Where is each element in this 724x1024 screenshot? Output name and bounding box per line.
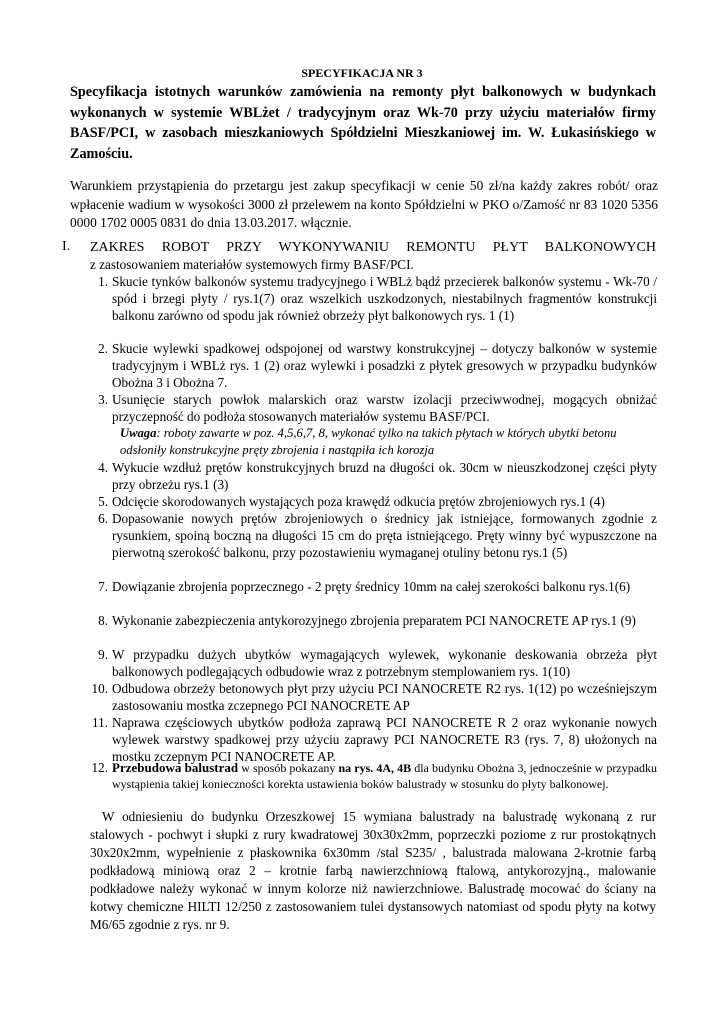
spec-number: SPECYFIKACJA NR 3 [301, 66, 423, 80]
list-item [70, 714, 657, 765]
list-item [70, 340, 657, 391]
item-text-rest: dla budynku Obożna 3, jednocześnie w przypadku wystąpienia takiej konieczności korekta ustawienia boków balustrady w stosunku do płyty balkonowej. [112, 761, 658, 791]
item-number: 9. [98, 647, 108, 662]
item-number: 1. [98, 274, 108, 289]
list-item [70, 680, 657, 714]
note [120, 425, 640, 458]
item-text: W przypadku dużych ubytków wymagających wylewek, wykonanie deskowania obrzeża płyt balkonowych podlegających odbudowie wraz z potrzebnym stemplowaniem rys. 1(10) [112, 647, 657, 679]
item-text: Wykonanie zabezpieczenia antykorozyjnego zbrojenia preparatem PCI NANOCRETE AP rys.1 (9) [112, 613, 636, 628]
list-item [70, 612, 657, 629]
list-item [70, 646, 657, 680]
item-number: 8. [98, 613, 108, 628]
document-title: Specyfikacja istotnych warunków zamówienia na remonty płyt balkonowych w budynkach wykonanych w systemie WBLżet / tradycyjnym oraz Wk-70 przy użyciu materiałów firmy BASF/PCI, w zasobach mieszkaniowych Spółdzielni Mieszkaniowej im. W. Łukasińskiego w Zamościu. [70, 84, 656, 162]
item-text: Skucie tynków balkonów systemu tradycyjnego i WBLż bądź przecierek balkonów systemu - Wk-70 / spód i brzegi płyty / rys.1(7) oraz wszelkich uszkodzonych, niestabilnych fragmentów konstrukcji balkonu zarówno od spodu jak również obrzeży płyt balkonowych rys. 1 (1) [112, 274, 657, 323]
section-subtitle: z zastosowaniem materiałów systemowych firmy BASF/PCI. [90, 257, 414, 272]
list-item [70, 459, 657, 493]
list-item [70, 760, 657, 792]
item-text: Wykucie wzdłuż prętów konstrukcyjnych bruzd na długości ok. 30cm w nieuszkodzonej części płyty przy obrzeżu rys.1 (3) [112, 460, 657, 492]
list-item [70, 493, 657, 510]
item-text: Odbudowa obrzeży betonowych płyt przy użyciu PCI NANOCRETE R2 rys. 1(12) po wcześniejszym zastosowaniu mostka zczepnego PCI NANOCRETE AP [112, 681, 657, 713]
list-item [70, 273, 657, 324]
item-text: Dowiązanie zbrojenia poprzecznego - 2 pręty średnicy 10mm na całej szerokości balkonu rys.1(6) [112, 579, 631, 594]
intro-paragraph: Warunkiem przystąpienia do przetargu jest zakup specyfikacji w cenie 50 zł/na każdy zakres robót/ oraz wpłacenie wadium w wysokości 3000 zł przelewem na konto Spółdzielni w PKO o/Zamość nr 83 1020 5356 0000 1702 0005 0831 do dnia 13.03.2017. włącznie. [70, 178, 658, 231]
item-number: 10. [91, 681, 108, 696]
item-bold-lead: Przebudowa balustrad [112, 760, 239, 775]
list-item [70, 391, 657, 425]
balustrade-paragraph [90, 808, 656, 934]
item-text: Skucie wylewki spadkowej odspojonej od warstwy konstrukcyjnej – dotyczy balkonów w systemie tradycyjnym i WBLż rys. 1 (2) oraz wylewki i posadzki z płytek gresowych w przypadku budynków Obożna 3 i Obożna 7. [112, 341, 657, 390]
list-item [70, 578, 657, 595]
section-number: I. [62, 239, 71, 254]
list-item [70, 510, 657, 561]
item-text: Usunięcie starych powłok malarskich oraz warstw izolacji przeciwwodnej, mogących obniżać przyczepność do podłoża stosowanych materiałów systemu BASF/PCI. [112, 392, 657, 424]
tail-text: W odniesieniu do budynku Orzeszkowej 15 wymiana balustrady na balustradę wykonaną z rur stalowych - pochwyt i słupki z rury kwadratowej 30x30x2mm, poprzeczki poziome z rur prostokątnych 30x20x2mm, wypełnienie z płaskownika 6x30mm /stal S235/ , balustrada malowana 2-krotnie farbą podkładową miniową oraz 2 – krotnie farbą nawierzchniową ftalową, antykorozyjną., malowanie podkładowe należy wykonać w innym kolorze niż nawierzchniowe. Balustradę mocować do ściany na kotwy chemiczne HILTI 12/250 z zastosowaniem tulei dystansowych natomiast od spodu płyty na kotwy M6/65 zgodnie z rys. nr 9. [90, 809, 656, 932]
item-number: 4. [98, 460, 108, 475]
item-text: Dopasowanie nowych prętów zbrojeniowych o średnicy jak istniejące, formowanych zgodnie z rysunkiem, spoiną boczną na długości 15 cm do pręta istniejącego. Pręty winny być wypuszczone na pierwotną szerokość balkonu, przy pozostawieniu wymaganej otuliny betonu rys.1 (5) [112, 511, 657, 560]
item-number: 3. [98, 392, 108, 407]
note-label: Uwaga [120, 426, 157, 440]
item-number: 5. [98, 494, 108, 509]
item-bold-ref: na rys. 4A, 4B [338, 761, 412, 775]
item-number: 2. [98, 341, 108, 356]
item-text [112, 760, 657, 792]
item-text-part: w sposób pokazany [238, 761, 339, 775]
item-number: 12. [91, 760, 108, 775]
item-number: 11. [92, 715, 108, 730]
item-number: 7. [98, 579, 108, 594]
item-text: Odcięcie skorodowanych wystających poza krawędź odkucia prętów zbrojeniowych rys.1 (4) [112, 494, 605, 509]
item-text: Naprawa częściowych ubytków podłoża zaprawą PCI NANOCRETE R 2 oraz wykonanie nowych wylewek warstwy spadkowej przy użyciu zaprawy PCI NANOCRETE R3 (rys. 7, 8) ułożonych na mostku zczepnym PCI NANOCRETE AP. [112, 715, 657, 764]
note-text: : roboty zawarte w poz. 4,5,6,7, 8, wykonać tylko na takich płytach w których ubytki betonu odsłoniły konstrukcyjne pręty zbrojenia i nastąpiła ich korozja [120, 426, 617, 457]
item-number: 6. [98, 511, 108, 526]
section-title: ZAKRES ROBOT PRZY WYKONYWANIU REMONTU PŁYT BALKONOWYCH [90, 240, 656, 255]
